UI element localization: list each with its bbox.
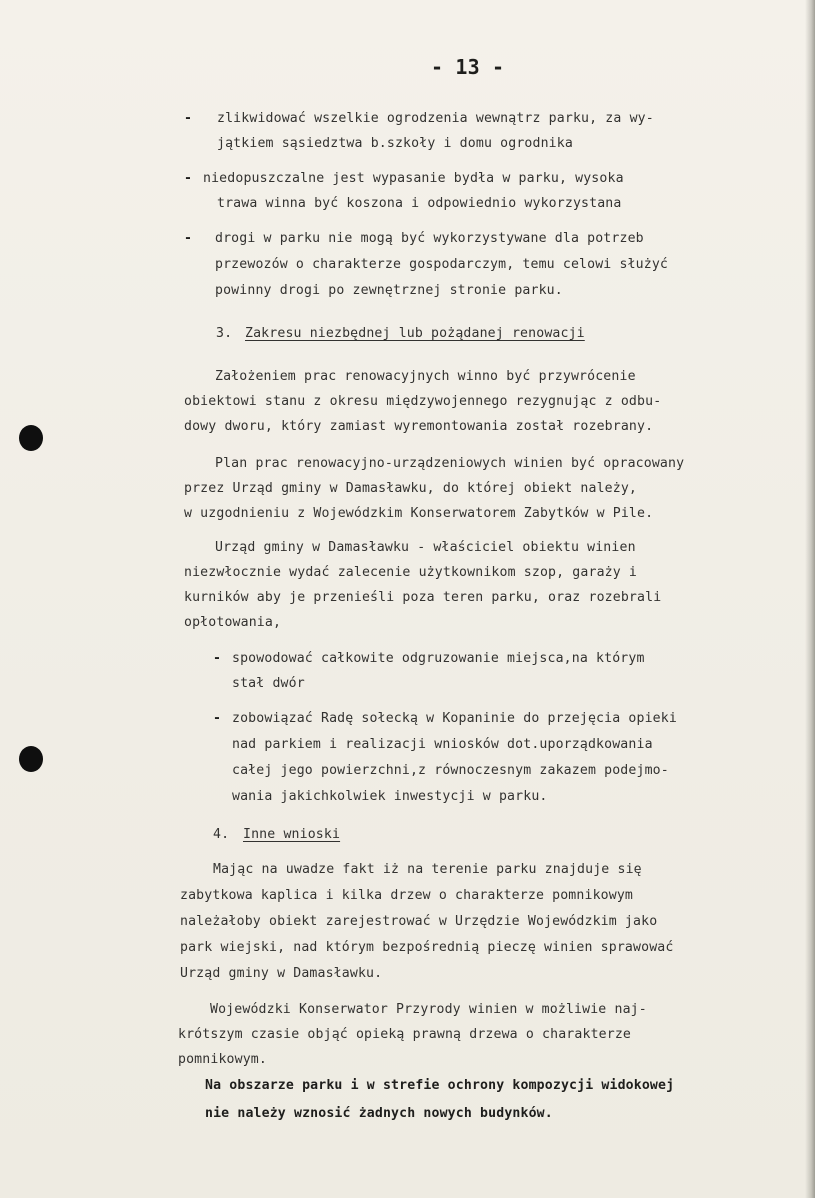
s4-p1-line-3: należałoby obiekt zarejestrować w Urzędzie Wojewódzkim jako (180, 914, 658, 929)
s4-p1-line-5: Urząd gminy w Damasławku. (180, 966, 383, 981)
s4-p2-line-2: krótszym czasie objąć opieką prawną drzewa o charakterze (178, 1027, 632, 1042)
s4-p2-line-3: pomnikowym. (178, 1052, 267, 1067)
final-note-line-1: Na obszarze parku i w strefie ochrony kompozycji widokowej (205, 1078, 675, 1093)
bullet-3-line-2: przewozów o charakterze gospodarczym, temu celowi służyć (215, 257, 669, 272)
s4-p1-line-1: Mając na uwadze fakt iż na terenie parku znajduje się (213, 862, 642, 877)
s4-p1-line-2: zabytkowa kaplica i kilka drzew o charakterze pomnikowym (180, 888, 634, 903)
s3-p3-line-4: opłotowania, (184, 615, 282, 630)
s3-bullet-1-line-1: spowodować całkowite odgruzowanie miejsca,na którym (232, 651, 645, 666)
bullet-3-line-3: powinny drogi po zewnętrznej stronie parku. (215, 283, 563, 298)
section-3-number: 3. (216, 326, 233, 341)
bullet-dash: - (184, 111, 193, 126)
bullet-dash: - (213, 711, 222, 726)
s3-p3-line-3: kurników aby je przenieśli poza teren parku, oraz rozebrali (184, 590, 662, 605)
final-note-line-2: nie należy wznosić żadnych nowych budynków. (205, 1106, 553, 1121)
s3-p1-line-2: obiektowi stanu z okresu międzywojennego rezygnując z odbu- (184, 394, 662, 409)
bullet-1-line-2: jątkiem sąsiedztwa b.szkoły i domu ogrodnika (217, 136, 573, 151)
page-number: - 13 - (431, 55, 505, 79)
s3-bullet-2-line-1: zobowiązać Radę sołecką w Kopaninie do przejęcia opieki (232, 711, 677, 726)
s3-p1-line-1: Założeniem prac renowacyjnych winno być przywrócenie (215, 369, 636, 384)
section-3-title: Zakresu niezbędnej lub pożądanej renowacji (245, 326, 585, 341)
s3-bullet-2-line-4: wania jakichkolwiek inwestycji w parku. (232, 789, 548, 804)
page-edge-shadow (805, 0, 815, 1198)
bullet-3-line-1: drogi w parku nie mogą być wykorzystywane dla potrzeb (215, 231, 644, 246)
s3-bullet-2-line-3: całej jego powierzchni,z równoczesnym zakazem podejmo- (232, 763, 669, 778)
bullet-2-line-1: niedopuszczalne jest wypasanie bydła w parku, wysoka (203, 171, 624, 186)
bullet-2-line-2: trawa winna być koszona i odpowiednio wykorzystana (217, 196, 622, 211)
s3-bullet-2-line-2: nad parkiem i realizacji wniosków dot.uporządkowania (232, 737, 653, 752)
s4-p1-line-4: park wiejski, nad którym bezpośrednią pieczę winien sprawować (180, 940, 674, 955)
punch-hole-bottom (19, 746, 43, 772)
s3-p3-line-1: Urząd gminy w Damasławku - właściciel obiektu winien (215, 540, 636, 555)
bullet-1-line-1: zlikwidować wszelkie ogrodzenia wewnątrz parku, za wy- (217, 111, 654, 126)
section-4-number: 4. (213, 827, 230, 842)
bullet-dash: - (213, 651, 222, 666)
punch-hole-top (19, 425, 43, 451)
s3-p2-line-2: przez Urząd gminy w Damasławku, do której obiekt należy, (184, 481, 638, 496)
s3-bullet-1-line-2: stał dwór (232, 676, 305, 691)
bullet-dash: - (184, 171, 193, 186)
s4-p2-line-1: Wojewódzki Konserwator Przyrody winien w możliwie naj- (210, 1002, 647, 1017)
s3-p2-line-1: Plan prac renowacyjno-urządzeniowych winien być opracowany (215, 456, 685, 471)
s3-p3-line-2: niezwłocznie wydać zalecenie użytkownikom szop, garaży i (184, 565, 638, 580)
bullet-dash: - (184, 231, 193, 246)
section-4-title: Inne wnioski (243, 827, 341, 842)
s3-p1-line-3: dowy dworu, który zamiast wyremontowania został rozebrany. (184, 419, 654, 434)
s3-p2-line-3: w uzgodnieniu z Wojewódzkim Konserwatorem Zabytków w Pile. (184, 506, 654, 521)
